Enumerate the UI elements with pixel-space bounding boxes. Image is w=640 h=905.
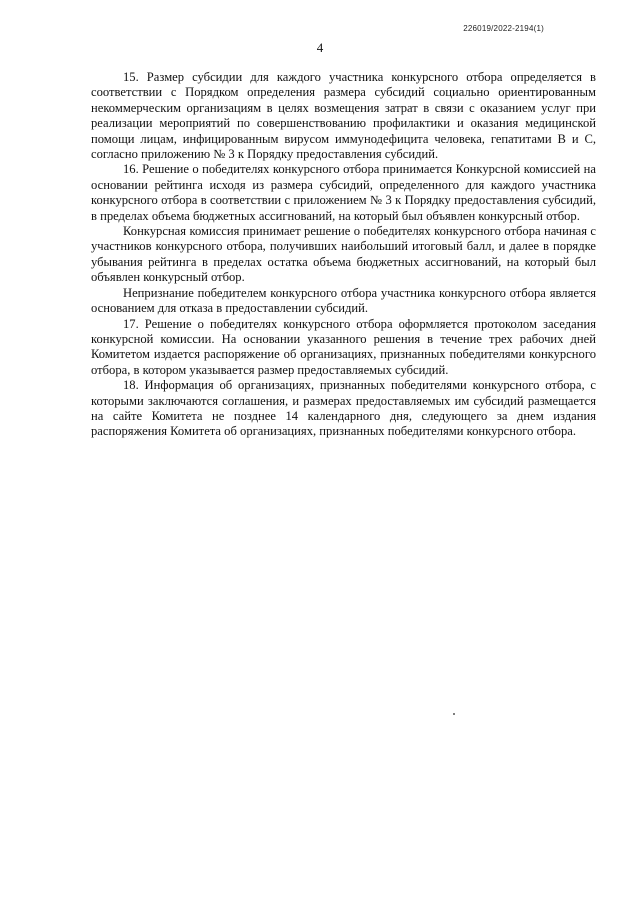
page-number: 4 bbox=[316, 40, 324, 55]
paragraph-17: 17. Решение о победителях конкурсного отбора оформляется протоколом заседания конкурсной комиссии. На основании указанного решения в течение трех рабочих дней Комитетом издается распоряжение об организациях, признанных победителями конкурсного отбора, в котором указывается размер предоставляемых субсидий. bbox=[91, 316, 596, 377]
document-body bbox=[91, 70, 596, 440]
paragraph-commission-decision: Конкурсная комиссия принимает решение о победителях конкурсного отбора начиная с участников конкурсного отбора, получивших наибольший итоговый балл, и далее в порядке убывания рейтинга в пределах остатка объема бюджетных ассигнований, на который был объявлен конкурсный отбор. bbox=[91, 224, 596, 285]
paragraph-16: 16. Решение о победителях конкурсного отбора принимается Конкурсной комиссией на основании рейтинга исходя из размера субсидий, определенного для каждого участника конкурсного отбора в соответствии с приложением № 3 к Порядку предоставления субсидий, в пределах объема бюджетных ассигнований, на который был объявлен конкурсный отбор. bbox=[91, 162, 596, 223]
paragraph-non-recognition: Непризнание победителем конкурсного отбора участника конкурсного отбора является основанием для отказа в предоставлении субсидий. bbox=[91, 285, 596, 316]
paragraph-15: 15. Размер субсидии для каждого участника конкурсного отбора определяется в соответствии с Порядком определения размера субсидий социально ориентированным некоммерческим организациям в целях возмещения затрат в связи с оказанием услуг при реализации мероприятий по совершенствованию профилактики и оказания медицинской помощи лицам, инфицированным вирусом иммунодефицита человека, гепатитами В и С, согласно приложению № 3 к Порядку предоставления субсидий. bbox=[91, 70, 596, 162]
paragraph-18: 18. Информация об организациях, признанных победителями конкурсного отбора, с которыми заключаются соглашения, и размерах предоставляемых им субсидий размещается на сайте Комитета не позднее 14 календарного дня, следующего за днем издания распоряжения Комитета об организациях, признанных победителями конкурсного отбора. bbox=[91, 378, 596, 439]
document-id: 226019/2022-2194(1) bbox=[463, 24, 544, 33]
scan-speck bbox=[453, 713, 455, 715]
